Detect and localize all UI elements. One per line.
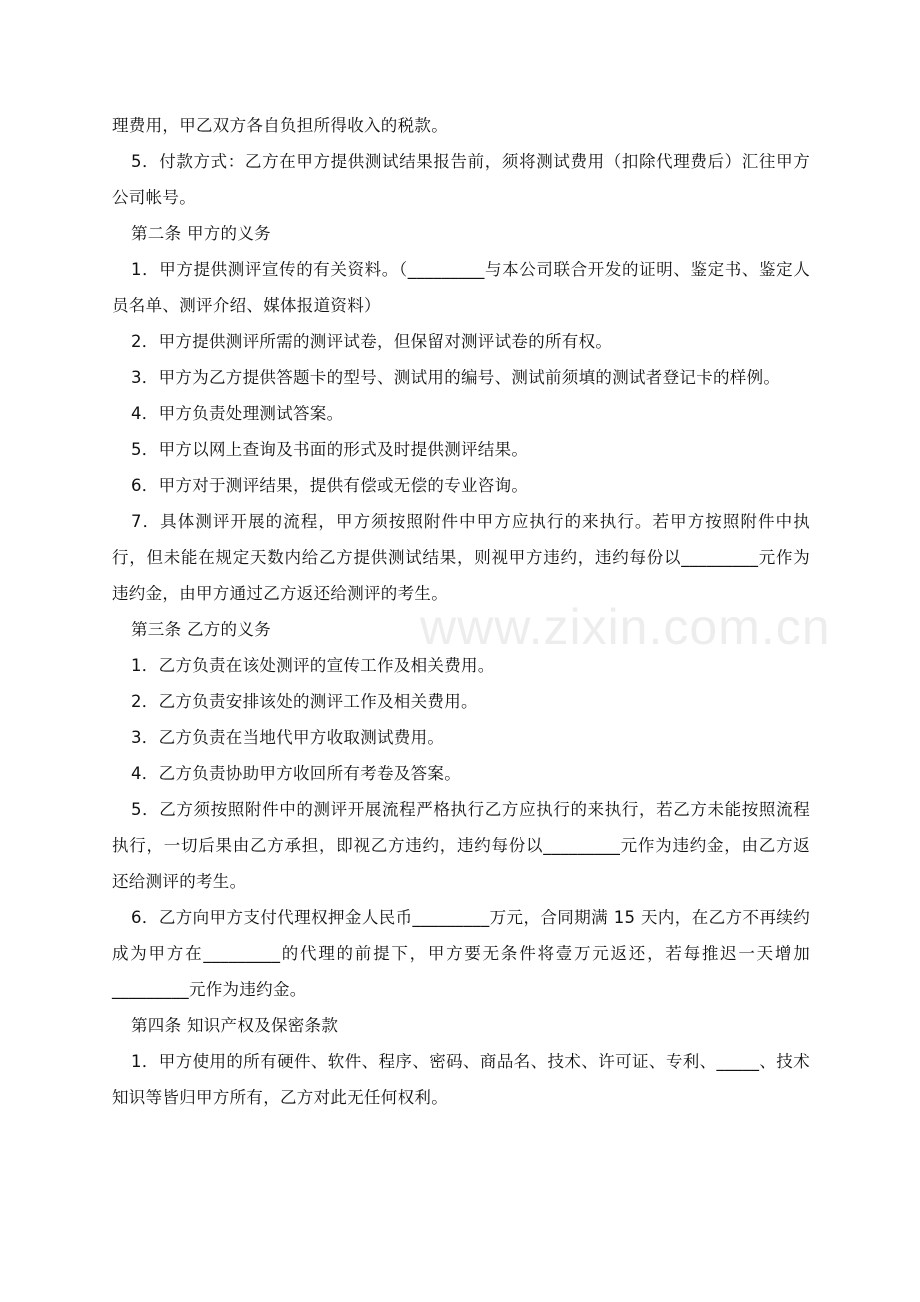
paragraph: 5．甲方以网上查询及书面的形式及时提供测评结果。 [131,440,529,459]
section-heading: 第三条 乙方的义务 [131,620,271,639]
paragraph: 2．乙方负责安排该处的测评工作及相关费用。 [131,692,478,711]
paragraph: 5．付款方式：乙方在甲方提供测试结果报告前，须将测试费用（扣除代理费后）汇往甲方公司帐号。 [112,152,810,207]
paragraph: 1．甲方提供测评宣传的有关资料。（_________与本公司联合开发的证明、鉴定书、鉴定人员名单、测评介绍、媒体报道资料） [112,260,810,315]
paragraph: 6．甲方对于测评结果，提供有偿或无偿的专业咨询。 [131,476,529,495]
paragraph: 1．乙方负责在该处测评的宣传工作及相关费用。 [131,656,495,675]
section-heading: 第二条 甲方的义务 [131,224,271,243]
section-heading: 第四条 知识产权及保密条款 [131,1016,339,1035]
paragraph: 6．乙方向甲方支付代理权押金人民币_________万元，合同期满 15 天内，在乙方不再续约成为甲方在_________的代理的前提下，甲方要无条件将壹万元返还，若每推迟一天增加_________元作为违约金。 [112,908,810,999]
paragraph: 3．乙方负责在当地代甲方收取测试费用。 [131,728,445,747]
paragraph: 5．乙方须按照附件中的测评开展流程严格执行乙方应执行的来执行，若乙方未能按照流程执行，一切后果由乙方承担，即视乙方违约，违约每份以_________元作为违约金，由乙方返还给测评的考生。 [112,800,810,891]
paragraph: 2．甲方提供测评所需的测评试卷，但保留对测评试卷的所有权。 [131,332,613,351]
paragraph: 4．乙方负责协助甲方收回所有考卷及答案。 [131,764,461,783]
paragraph: 4．甲方负责处理测试答案。 [131,404,344,423]
document-page [112,108,810,1116]
paragraph: 理费用，甲乙双方各自负担所得收入的税款。 [112,116,448,135]
paragraph: 1．甲方使用的所有硬件、软件、程序、密码、商品名、技术、许可证、专利、_____、技术知识等皆归甲方所有，乙方对此无任何权利。 [112,1052,810,1107]
paragraph: 3．甲方为乙方提供答题卡的型号、测试用的编号、测试前须填的测试者登记卡的样例。 [131,368,781,387]
paragraph: 7．具体测评开展的流程，甲方须按照附件中甲方应执行的来执行。若甲方按照附件中执行，但未能在规定天数内给乙方提供测试结果，则视甲方违约，违约每份以_________元作为违约金，由甲方通过乙方返还给测评的考生。 [112,512,810,603]
watermark: www.zixin.com.cn [420,599,831,655]
